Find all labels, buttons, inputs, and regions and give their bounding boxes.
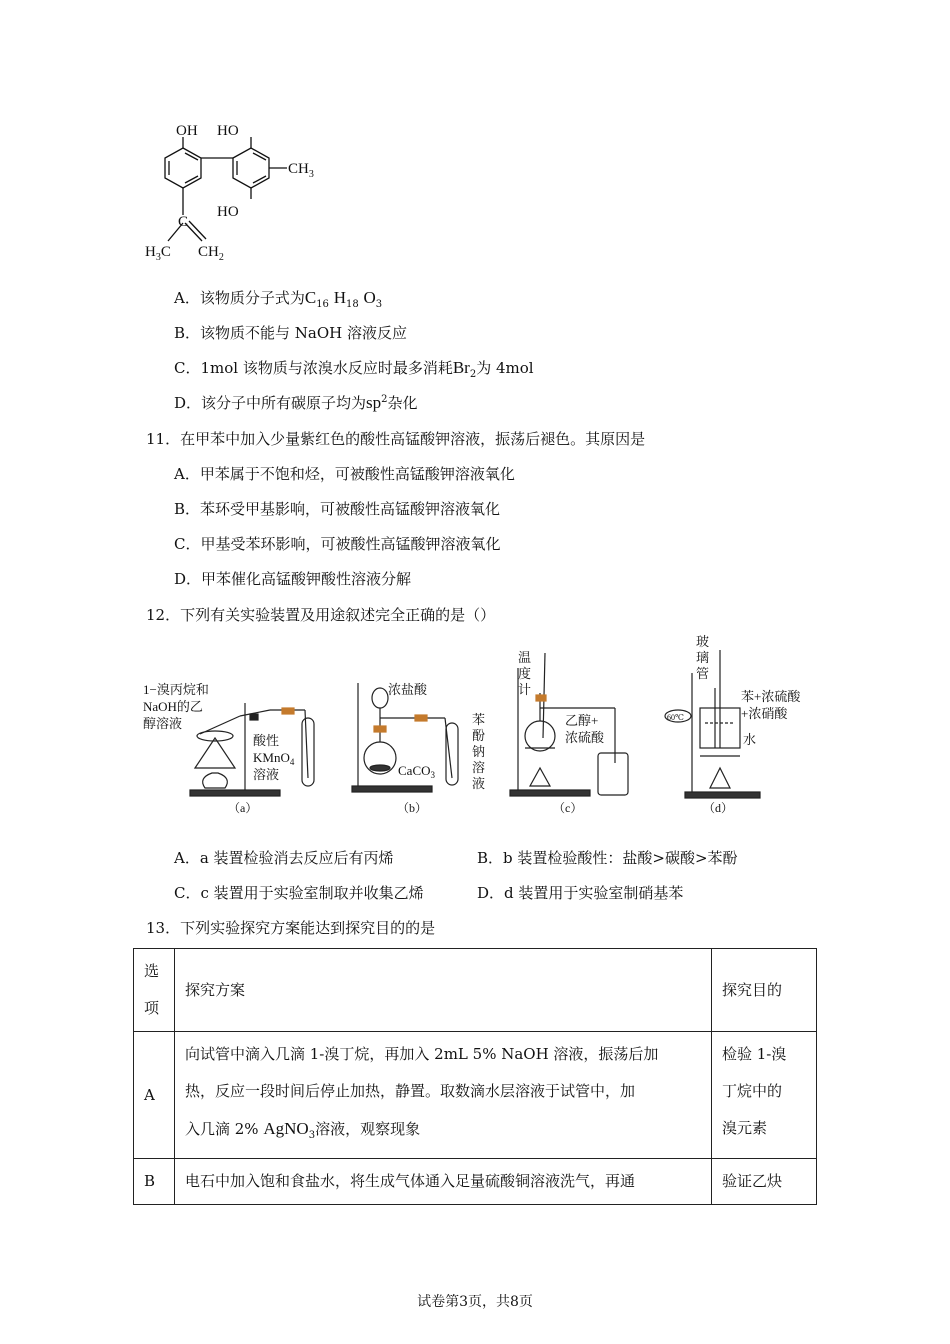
fig-a-reagent-3: 溶液 <box>253 767 280 782</box>
c-label: C <box>178 214 189 230</box>
fig-d-tube-3: 管 <box>696 666 710 681</box>
fig-a-caption: （a） <box>228 801 258 815</box>
fig-d-temp: 60℃ <box>667 713 684 722</box>
ho-bottom-label: HO <box>217 204 239 220</box>
q11-option-b: B．苯环受甲基影响，可被酸性高锰酸钾溶液氧化 <box>174 500 501 518</box>
header-plan: 探究方案 <box>175 949 712 1032</box>
experiment-table <box>133 948 817 1205</box>
fig-d-reagent-2: +浓硝酸 <box>741 706 788 721</box>
fig-b-caption: （b） <box>397 801 428 815</box>
fig-a-label-2: NaOH的乙 <box>143 699 203 714</box>
h3c-label: $H_3C$ <box>145 244 171 263</box>
fig-b-phenoxide-2: 酚 <box>472 728 486 743</box>
q12-stem: 12．下列有关实验装置及用途叙述完全正确的是（） <box>146 606 496 624</box>
q10-option-a: A．该物质分子式为$C_{16}$ $H_{18}$ $O_3$ <box>174 288 383 310</box>
table-row <box>134 1159 817 1205</box>
oh-label: OH <box>176 123 198 139</box>
header-goal: 探究目的 <box>712 949 817 1032</box>
q11-option-d: D．甲苯催化高锰酸钾酸性溶液分解 <box>174 570 412 588</box>
fig-c-mix-2: 浓硫酸 <box>565 730 605 745</box>
q13-stem: 13．下列实验探究方案能达到探究目的的是 <box>146 919 436 937</box>
q10-option-d: D．该分子中所有碳原子均为$sp^2$杂化 <box>174 393 418 412</box>
q11-option-a: A．甲苯属于不饱和烃，可被酸性高锰酸钾溶液氧化 <box>174 465 515 483</box>
q12-option-b: B．b 装置检验酸性：盐酸>碳酸>苯酚 <box>477 849 738 867</box>
fig-d-tube-2: 璃 <box>696 650 710 665</box>
q12-option-c: C．c 装置用于实验室制取并收集乙烯 <box>174 884 424 902</box>
fig-b-phenoxide-3: 钠 <box>472 744 486 759</box>
row-b-option: B <box>134 1159 175 1205</box>
fig-b-caco3: CaCO$_3$ <box>398 763 435 780</box>
table-row <box>134 1032 817 1159</box>
fig-d-caption: （d） <box>703 801 734 815</box>
page-footer: 试卷第3页，共8页 <box>417 1294 533 1310</box>
q11-stem: 11．在甲苯中加入少量紫红色的酸性高锰酸钾溶液，振荡后褪色。其原因是 <box>146 430 646 448</box>
table-header-row <box>134 949 817 1032</box>
q12-option-d: D．d 装置用于实验室制硝基苯 <box>477 884 684 902</box>
molecule-structure <box>140 115 350 270</box>
fig-d-reagent-1: 苯+浓硫酸 <box>741 689 801 704</box>
fig-a-label-3: 醇溶液 <box>143 716 183 731</box>
q10-option-b: B．该物质不能与 NaOH 溶液反应 <box>174 324 408 342</box>
fig-b-phenoxide-4: 溶 <box>472 760 486 775</box>
fig-c-thermo-1: 温 <box>518 650 532 665</box>
fig-a-reagent-2: KMnO$_4$ <box>253 750 295 767</box>
row-a-plan: 向试管中滴入几滴 1-溴丁烷，再加入 2mL 5% NaOH 溶液，振荡后加 热，反应一段时间后停止加热，静置。取数滴水层溶液于试管中，加 入几滴 2% AgNO$_3$溶液，观察现象 <box>175 1032 712 1159</box>
fig-c-thermo-3: 计 <box>518 682 532 697</box>
apparatus-figure <box>140 628 820 823</box>
fig-b-acid: 浓盐酸 <box>388 682 428 697</box>
fig-c-caption: （c） <box>553 801 583 815</box>
row-b-goal: 验证乙炔 <box>712 1159 817 1205</box>
fig-c-thermo-2: 度 <box>518 666 532 681</box>
fig-d-tube-1: 玻 <box>696 634 710 649</box>
row-a-option: A <box>134 1032 175 1159</box>
q12-option-a: A．a 装置检验消去反应后有丙烯 <box>174 849 394 867</box>
fig-b-phenoxide-1: 苯 <box>472 712 486 727</box>
fig-b-phenoxide-5: 液 <box>472 776 486 791</box>
row-a-goal: 检验 1-溴 丁烷中的 溴元素 <box>712 1032 817 1159</box>
fig-a-label-1: 1−溴丙烷和 <box>143 682 209 697</box>
fig-d-water: 水 <box>743 732 757 747</box>
q11-option-c: C．甲基受苯环影响，可被酸性高锰酸钾溶液氧化 <box>174 535 501 553</box>
header-option: 选 项 <box>134 949 175 1032</box>
ho-top-label: HO <box>217 123 239 139</box>
ch2-label: $CH_2$ <box>198 244 224 263</box>
fig-a-reagent-1: 酸性 <box>253 733 280 748</box>
ch3-label: $CH_3$ <box>288 161 314 180</box>
fig-c-mix-1: 乙醇+ <box>565 713 599 728</box>
row-b-plan: 电石中加入饱和食盐水，将生成气体通入足量硫酸铜溶液洗气，再通 <box>175 1159 712 1205</box>
q10-option-c: C．1mol 该物质与浓溴水反应时最多消耗$Br_2$为 4mol <box>174 358 534 380</box>
